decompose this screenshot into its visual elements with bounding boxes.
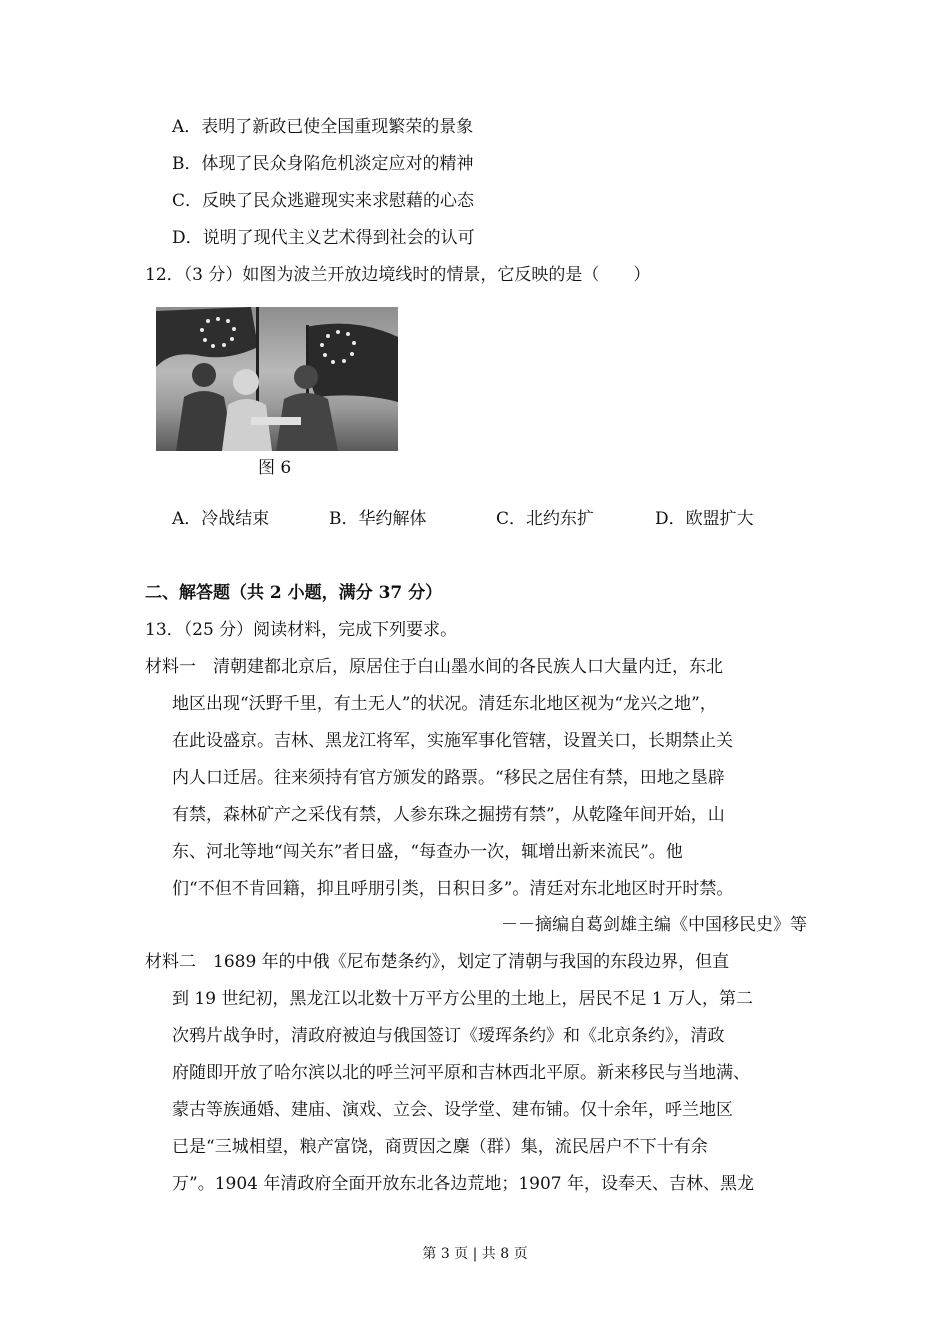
material1-line: 东、河北等地“闯关东”者日盛，“每查办一次，辄增出新来流民”。他 xyxy=(172,842,683,862)
section-title: 二、解答题（共 2 小题，满分 37 分） xyxy=(145,583,443,603)
q11-option-c: C．反映了民众逃避现实来求慰藉的心态 xyxy=(172,191,475,211)
material1-source: －－摘编自葛剑雄主编《中国移民史》等 xyxy=(501,915,807,935)
material2-line: 材料二 1689 年的中俄《尼布楚条约》，划定了清朝与我国的东段边界，但直 xyxy=(145,952,730,972)
q12-option-a: A．冷战结束 xyxy=(172,509,270,529)
material2-line: 蒙古等族通婚、建庙、演戏、立会、设学堂、建布铺。仅十余年，呼兰地区 xyxy=(172,1100,733,1120)
q12-option-d: D．欧盟扩大 xyxy=(655,509,754,529)
material1-line: 内人口迁居。往来须持有官方颁发的路票。“移民之居住有禁，田地之垦辟 xyxy=(172,768,725,788)
material2-line: 次鸦片战争时，清政府被迫与俄国签订《瑷珲条约》和《北京条约》，清政 xyxy=(172,1026,725,1046)
material2-line: 万”。1904 年清政府全面开放东北各边荒地；1907 年，设奉天、吉林、黑龙 xyxy=(172,1174,755,1194)
material1-line: 材料一 清朝建都北京后，原居住于白山墨水间的各民族人口大量内迁，东北 xyxy=(145,657,723,677)
poland-border-photo xyxy=(156,307,398,451)
material2-line: 府随即开放了哈尔滨以北的呼兰河平原和吉林西北平原。新来移民与当地满、 xyxy=(172,1063,750,1083)
q12-stem: 12．（3 分）如图为波兰开放边境线时的情景，它反映的是（ ） xyxy=(145,265,651,285)
material2-line: 到 19 世纪初，黑龙江以北数十万平方公里的土地上，居民不足 1 万人，第二 xyxy=(172,989,754,1009)
material2-line: 已是“三城相望，粮产富饶，商贾因之麇（群）集，流民居户不下十有余 xyxy=(172,1137,708,1157)
material1-line: 有禁，森林矿产之采伐有禁，人参东珠之掘捞有禁”，从乾隆年间开始，山 xyxy=(172,805,725,825)
q11-option-a: A．表明了新政已使全国重现繁荣的景象 xyxy=(172,117,474,137)
material1-line: 们“不但不肯回籍，抑且呼朋引类，日积日多”。清廷对东北地区时开时禁。 xyxy=(172,879,734,899)
q11-option-d: D．说明了现代主义艺术得到社会的认可 xyxy=(172,228,475,248)
q11-option-b: B．体现了民众身陷危机淡定应对的精神 xyxy=(172,154,474,174)
material1-line: 在此设盛京。吉林、黑龙江将军，实施军事化管辖，设置关口，长期禁止关 xyxy=(172,731,733,751)
page-footer: 第 3 页 | 共 8 页 xyxy=(422,1246,528,1262)
q12-option-c: C．北约东扩 xyxy=(496,509,595,529)
figure-caption: 图 6 xyxy=(258,458,292,478)
q13-stem: 13．（25 分）阅读材料，完成下列要求。 xyxy=(145,620,458,640)
material1-line: 地区出现“沃野千里，有土无人”的状况。清廷东北地区视为“龙兴之地”， xyxy=(172,694,717,714)
q12-option-b: B．华约解体 xyxy=(329,509,427,529)
